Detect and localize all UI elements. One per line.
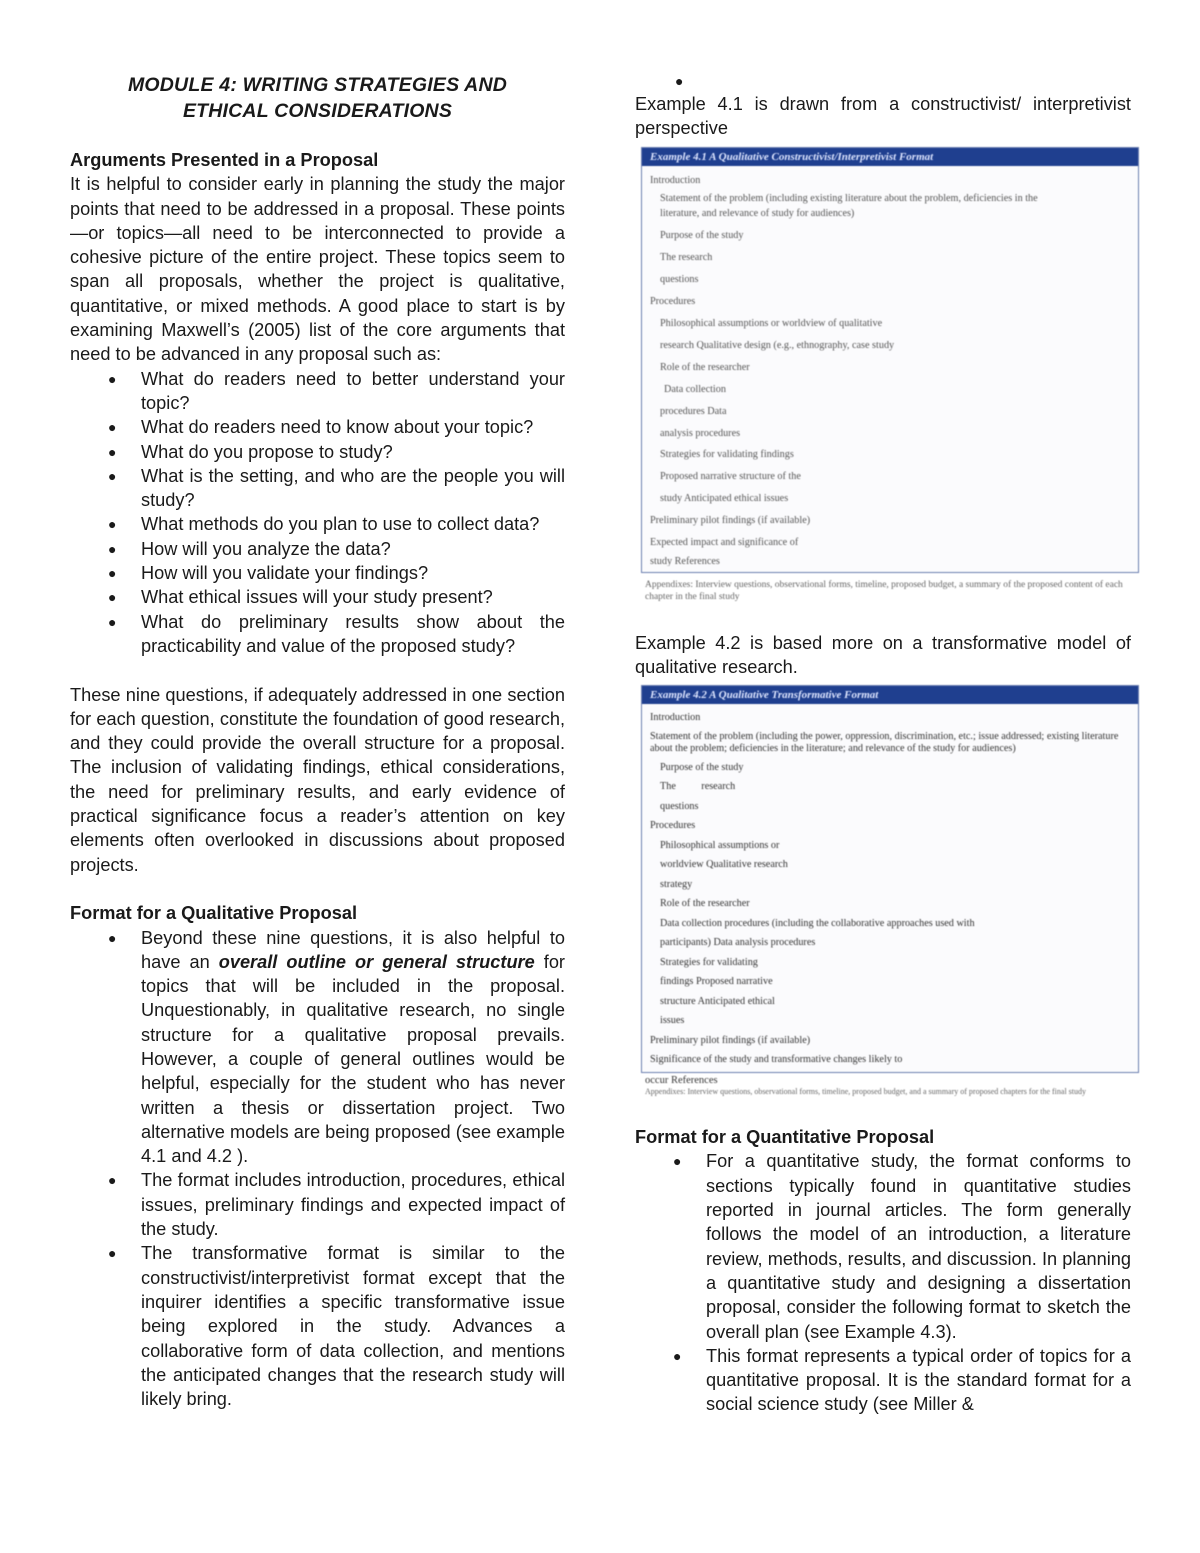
- quantitative-list: [635, 1149, 1131, 1416]
- list-item: ● The format includes introduction, procedures, ethical issues, preliminary findings and expected impact of the study.: [108, 1170, 565, 1240]
- arguments-heading: Arguments Presented in a Proposal: [70, 150, 379, 170]
- figure-line: issues: [660, 1015, 685, 1027]
- figure-line: Significance of the study and transformative changes likely to: [650, 1054, 903, 1066]
- qualitative-list: [70, 926, 565, 1412]
- example-4-1-caption: Example 4.1 is drawn from a constructivist/ interpretivist perspective: [635, 94, 1131, 139]
- bullet-icon: ●: [108, 589, 117, 606]
- list-item: ● The transformative format is similar to the constructivist/interpretivist format except that the inquirer identifies a specific transformative issue being explored in the study. Advances a collaborative form of data collection, and mentions the anticipated changes that the research study will likely bring.: [108, 1243, 565, 1410]
- figure-line: strategy: [660, 878, 693, 890]
- bullet-icon: ●: [108, 516, 117, 533]
- figure-line: participants) Data analysis procedures: [660, 937, 816, 949]
- figure-line: Preliminary pilot findings (if available): [650, 515, 811, 527]
- figure-line: research Qualitative design (e.g., ethnography, case study: [660, 339, 895, 351]
- example-4-2-tail: occur References: [645, 1075, 718, 1087]
- questions-list: [70, 367, 565, 659]
- example-4-2-header: Example 4.2 A Qualitative Transformative Format: [642, 686, 1138, 704]
- bullet-icon: ●: [108, 1245, 117, 1262]
- figure-line: Purpose of the study: [660, 230, 744, 242]
- figure-line: Statement of the problem (including the power, oppression, discrimination, etc.; issue addressed; existing literature about the problem; deficiencies in the literature; and relevance of the study for audiences): [650, 730, 1119, 754]
- title-line-1: MODULE 4: WRITING STRATEGIES AND: [127, 74, 508, 96]
- example-4-1-header: Example 4.1 A Qualitative Constructivist/Interpretivist Format: [642, 148, 1138, 166]
- right-column: [635, 70, 1131, 1417]
- example-4-2-caption: Example 4.2 is based more on a transformative model of qualitative research.: [635, 632, 1131, 677]
- quantitative-heading: Format for a Quantitative Proposal: [635, 1127, 935, 1148]
- figure-line: analysis procedures: [660, 427, 741, 439]
- example-4-1-note: Appendixes: Interview questions, observational forms, timeline, proposed budget, a summary of the proposed content of each chapter in the final study: [645, 579, 1123, 602]
- page-title: [70, 72, 565, 124]
- list-item: ● What is the setting, and who are the people you will study?: [108, 465, 565, 511]
- bullet-icon: ●: [108, 540, 117, 557]
- figure-line: Philosophical assumptions or worldview of qualitative: [660, 318, 883, 330]
- bullet-icon: ●: [108, 443, 117, 460]
- example-4-2-figure: [641, 685, 1139, 1073]
- bullet-icon: ●: [108, 370, 117, 387]
- figure-line: Procedures: [650, 296, 696, 308]
- figure-line: Proposed narrative structure of the: [660, 471, 801, 483]
- figure-line: findings Proposed narrative: [660, 976, 773, 988]
- figure-line: Philosophical assumptions or: [660, 839, 780, 851]
- bullet-icon: ●: [675, 73, 684, 89]
- list-item: ● How will you analyze the data?: [70, 537, 565, 561]
- figure-line: Strategies for validating: [660, 956, 758, 968]
- figure-line: The research: [660, 252, 713, 264]
- figure-line: Introduction: [650, 712, 701, 724]
- list-item: ● For a quantitative study, the format conforms to sections typically found in quantitative studies reported in journal articles. The form generally follows the model of an introduction, a literature review, methods, results, and discussion. In planning a quantitative study and designing a dissertation proposal, consider the following format to sketch the overall plan (see Example 4.3).: [673, 1151, 1131, 1342]
- figure-line: questions: [660, 274, 699, 286]
- title-line-2: ETHICAL CONSIDERATIONS: [182, 100, 453, 122]
- figure-line: Preliminary pilot findings (if available): [650, 1034, 811, 1046]
- figure-line: Data collection: [664, 383, 726, 395]
- example-4-1-figure: [641, 147, 1139, 573]
- list-item: ● What do preliminary results show about the practicability and value of the proposed study?: [108, 611, 565, 656]
- list-item: ● What do you propose to study?: [70, 440, 565, 464]
- figure-line: Role of the researcher: [660, 361, 750, 373]
- figure-line: study References: [650, 555, 720, 566]
- figure-line: Expected impact and significance of: [650, 536, 799, 548]
- bullet-icon: ●: [108, 565, 117, 582]
- bullet-icon: ●: [673, 1153, 682, 1170]
- figure-line: Data collection procedures (including the collaborative approaches used with: [660, 917, 975, 929]
- bullet-icon: ●: [108, 419, 117, 436]
- bullet-icon: ●: [108, 1172, 117, 1189]
- bullet-icon: ●: [673, 1347, 682, 1364]
- figure-line: Introduction: [650, 174, 701, 186]
- emphasis-text: overall outline or general structure: [218, 951, 535, 972]
- figure-line: structure Anticipated ethical: [660, 995, 775, 1007]
- qualitative-heading: Format for a Qualitative Proposal: [70, 903, 358, 924]
- figure-line: The research: [660, 781, 736, 793]
- list-item: ● What do readers need to know about your topic?: [70, 415, 565, 439]
- list-item: ● What do readers need to better understand your topic?: [108, 368, 565, 413]
- list-item: ● What ethical issues will your study present?: [70, 585, 565, 609]
- figure-line: literature, and relevance of study for audiences): [660, 208, 855, 220]
- left-column: [70, 72, 565, 1411]
- figure-line: Purpose of the study: [660, 761, 744, 773]
- arguments-intro: It is helpful to consider early in planning the study the major points that need to be addressed in a proposal. These points—or topics—all need to be interconnected to provide a cohesive picture of the entire project. These topics seem to span all proposals, whether the project is qualitative, quantitative, or mixed methods. A good place to start is by examining Maxwell’s (2005) list of the core arguments that need to be advanced in any proposal such as:: [70, 174, 565, 365]
- arguments-closing: These nine questions, if adequately addressed in one section for each question, constitute the foundation of good research, and they could provide the overall structure for a proposal. The inclusion of validating findings, ethical considerations, the need for preliminary results, and early evidence of practical significance focus a reader’s attention on key elements often overlooked in discussions about proposed projects.: [70, 684, 565, 875]
- list-item: ● What methods do you plan to use to collect data?: [70, 512, 565, 536]
- figure-line: procedures Data: [660, 405, 727, 417]
- figure-line: Statement of the problem (including existing literature about the problem, deficiencies in the: [660, 193, 1038, 205]
- figure-line: Role of the researcher: [660, 898, 750, 910]
- figure-line: Procedures: [650, 820, 696, 832]
- bullet-icon: ●: [108, 929, 117, 946]
- figure-line: Strategies for validating findings: [660, 449, 794, 461]
- example-4-2-note: Appendixes: Interview questions, observational forms, timeline, proposed budget, and a summary of proposed chapters for the final study: [645, 1087, 1087, 1097]
- figure-line: worldview Qualitative research: [660, 859, 788, 871]
- list-item: ● This format represents a typical order of topics for a quantitative proposal. It is the standard format for a social science study (see Miller &: [673, 1345, 1131, 1415]
- list-item: ● How will you validate your findings?: [70, 561, 565, 585]
- figure-line: study Anticipated ethical issues: [660, 493, 789, 505]
- bullet-icon: ●: [108, 613, 117, 630]
- list-item: ● Beyond these nine questions, it is also helpful to have an overall outline or general structure for topics that will be included in the proposal. Unquestionably, in qualitative research, no single structure for a qualitative proposal prevails. However, a couple of general outlines would be helpful, especially for the student who has never written a thesis or dissertation project. Two alternative models are being proposed (see example 4.1 and 4.2 ).: [108, 927, 565, 1167]
- bullet-icon: ●: [108, 467, 117, 484]
- figure-line: questions: [660, 800, 699, 812]
